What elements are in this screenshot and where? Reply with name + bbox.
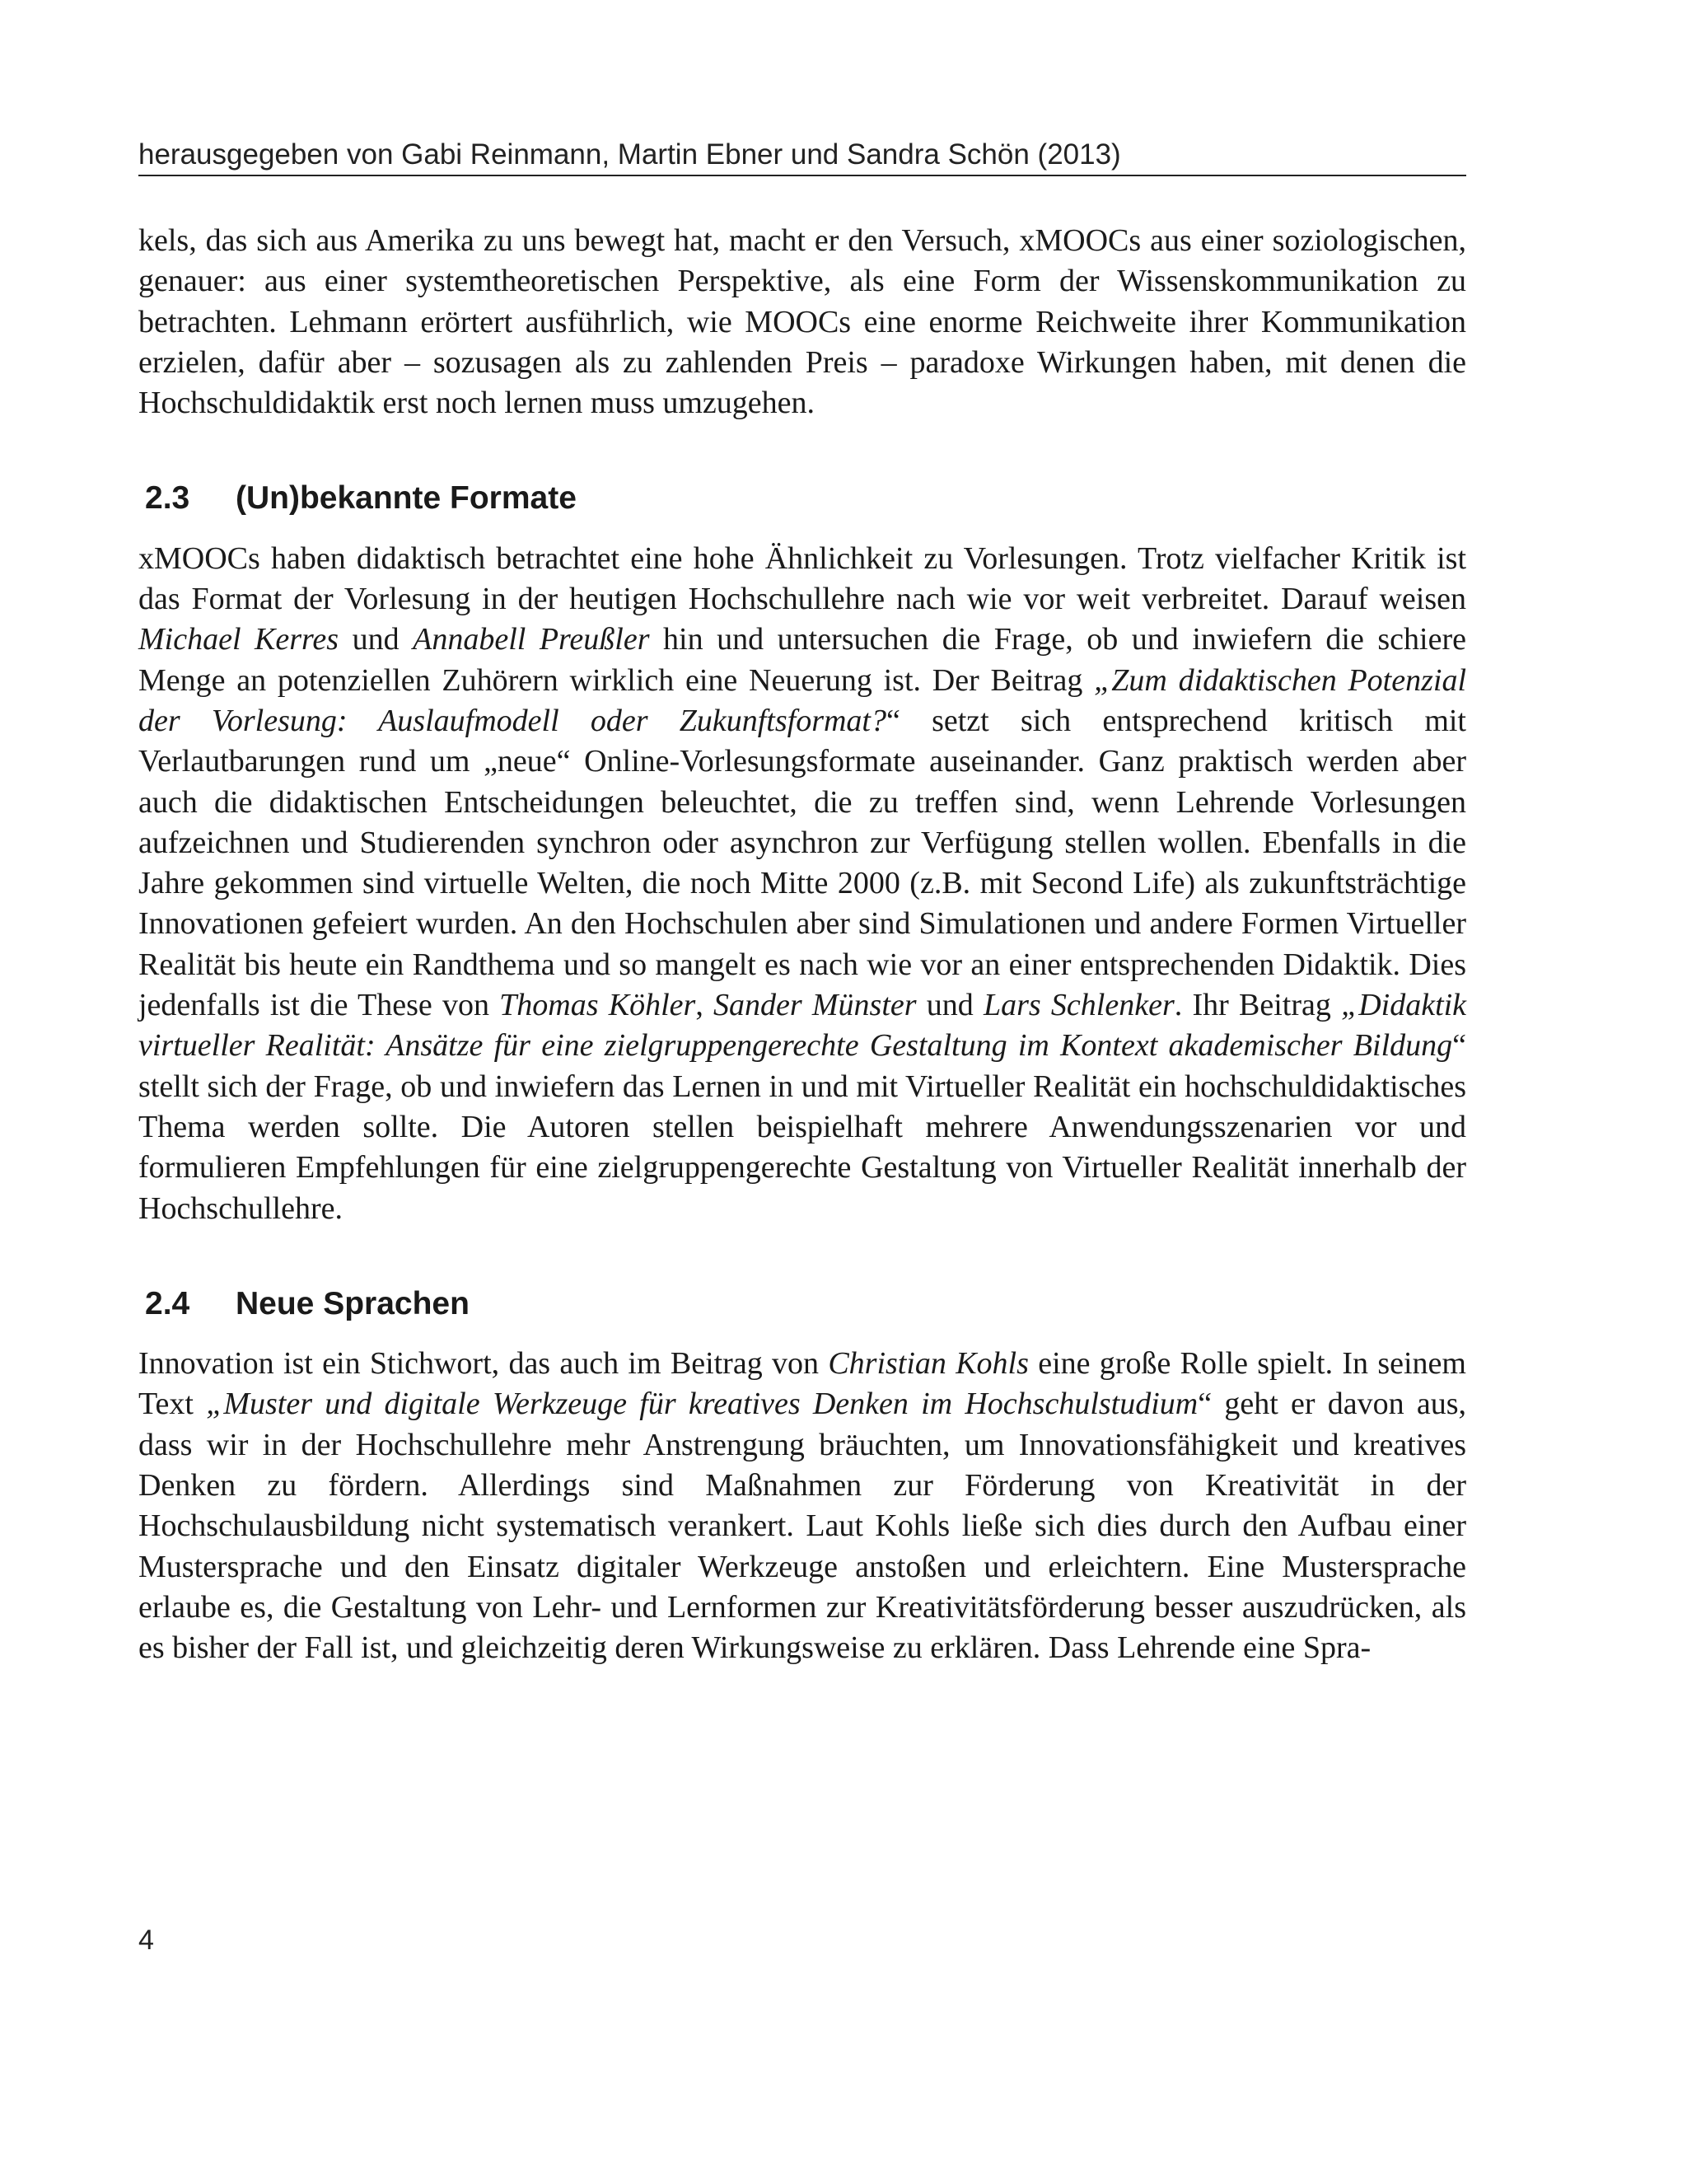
author-name: Christian Kohls	[828, 1346, 1029, 1382]
page-number: 4	[138, 1924, 154, 1956]
text-run: xMOOCs haben didaktisch betrachtet eine hohe Ähnlichkeit zu Vorlesungen. Trotz vielfacher Kritik ist das Format der Vorlesung in der heutigen Hochschullehre nach wie vor weit verbreitet. Darauf weisen	[138, 540, 1466, 617]
text-run: hin und untersuchen die Frage, ob und inwiefern die schiere Menge an potenziellen Zuhörern wirklich eine Neuerung ist. Der Beitrag	[138, 622, 1466, 698]
running-header: herausgegeben von Gabi Reinmann, Martin Ebner und Sandra Schön (2013)	[138, 138, 1466, 176]
text-run: ,	[695, 988, 714, 1023]
text-run: Innovation ist ein Stichwort, das auch im Beitrag von	[138, 1346, 829, 1382]
author-name: Lars Schlenker	[984, 988, 1175, 1023]
section-heading-2-4	[145, 1284, 1466, 1324]
section-heading-2-3	[145, 478, 1466, 518]
section-2-4-paragraph	[138, 1344, 1466, 1668]
text-run: und	[916, 988, 984, 1023]
page-body	[138, 221, 1466, 1669]
section-title: Neue Sprachen	[236, 1285, 470, 1321]
text-run: und	[339, 622, 414, 657]
text-run: “ setzt sich entsprechend kritisch mit Verlautbarungen rund um „neue“ Online-Vorlesungsformate auseinander. Ganz praktisch werden aber auch die didaktischen Entscheidungen beleuchtet, die zu treffen sind, wenn Lehrende Vorlesungen aufzeichnen und Studierenden synchron oder asynchron zur Verfügung stellen wollen. Ebenfalls in die Jahre gekommen sind virtuelle Welten, die noch Mitte 2000 (z.B. mit Second Life) als zukunftsträchtige Innovationen gefeiert wurden. An den Hochschulen aber sind Simulationen und andere Formen Virtueller Realität bis heute ein Randthema und so mangelt es nach wie vor an einer entsprechenden Didaktik. Dies jedenfalls ist die These von	[138, 703, 1466, 1023]
text-run: eine große Rolle spielt. In seinem Text	[138, 1346, 1466, 1422]
text-run: “ geht er davon aus, dass wir in der Hochschullehre mehr Anstrengung bräuchten, um Innovationsfähigkeit und kreatives Denken zu fördern. Allerdings sind Maßnahmen zur Förderung von Kreativität in der Hochschulausbildung nicht systematisch verankert. Laut Kohls ließe sich dies durch den Aufbau einer Mustersprache und den Einsatz digitaler Werkzeuge anstoßen und erleichtern. Eine Mustersprache erlaube es, die Gestaltung von Lehr- und Lernformen zur Kreativitätsförderung besser auszudrücken, als es bisher der Fall ist, und gleichzeitig deren Wirkungsweise zu erklären. Dass Lehrende eine Spra-	[138, 1387, 1467, 1666]
author-name: Thomas Köhler	[499, 988, 696, 1023]
article-title: „Zum didaktischen Potenzial der Vorlesung: Auslaufmodell oder Zukunftsformat?	[138, 662, 1467, 738]
section-2-3-paragraph	[138, 539, 1466, 1229]
article-title: „Didaktik virtueller Realität: Ansätze für eine zielgruppengerechte Gestaltung im Kontext akademischer Bildung	[138, 988, 1467, 1064]
section-number: 2.3	[145, 480, 190, 517]
author-name: Michael Kerres	[138, 622, 339, 657]
section-title: (Un)bekannte Formate	[236, 480, 577, 517]
intro-paragraph: kels, das sich aus Amerika zu uns bewegt hat, macht er den Versuch, xMOOCs aus einer soziologischen, genauer: aus einer systemtheoretischen Perspektive, als eine Form der Wissenskommunikation zu betrachten. Lehmann erörtert ausführlich, wie MOOCs eine enorme Reichweite ihrer Kommunikation erzielen, dafür aber – sozusagen als zu zahlenden Preis – paradoxe Wirkungen haben, mit denen die Hochschuldidaktik erst noch lernen muss umzugehen.	[138, 223, 1466, 421]
author-name: Annabell Preußler	[413, 622, 650, 657]
author-name: Sander Münster	[713, 988, 917, 1023]
text-run: . Ihr Beitrag	[1174, 988, 1342, 1023]
article-title: „Muster und digitale Werkzeuge für kreatives Denken im Hochschulstudium	[206, 1387, 1199, 1422]
section-number: 2.4	[145, 1285, 190, 1321]
text-run: “ stellt sich der Frage, ob und inwiefern das Lernen in und mit Virtueller Realität ein hochschuldidaktisches Thema werden sollte. Die Autoren stellen beispielhaft mehrere Anwendungsszenarien vor und formulieren Empfehlungen für eine zielgruppengerechte Gestaltung von Virtueller Realität innerhalb der Hochschullehre.	[138, 1028, 1466, 1226]
